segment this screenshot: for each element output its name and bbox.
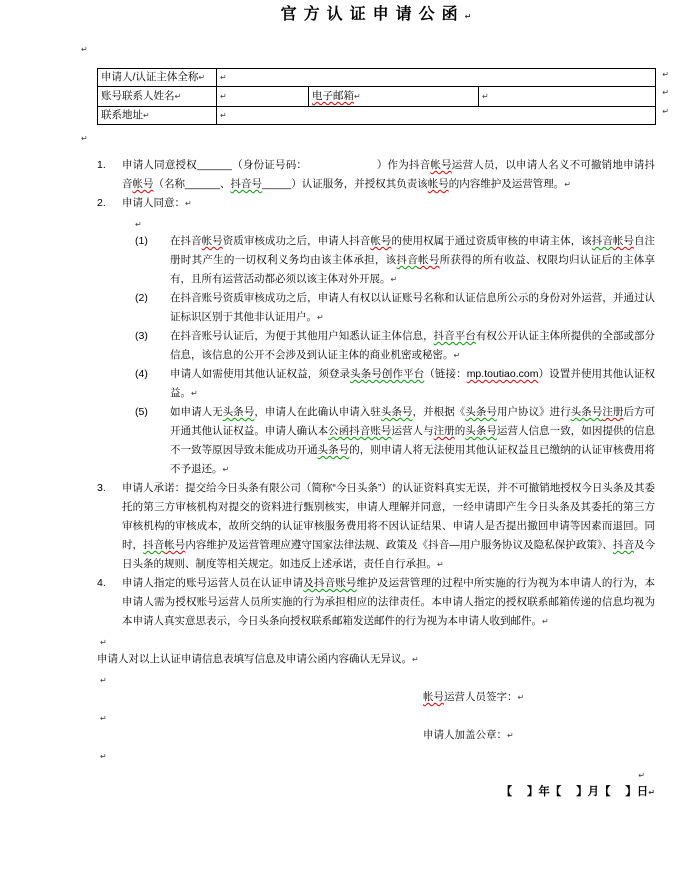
item-text — [122, 479, 655, 574]
spellcheck-flag-red: 注册 — [433, 425, 455, 437]
text-run: 在抖音账号认证后，为便于其他用户知悉认证主体信息， — [170, 330, 434, 342]
field-email[interactable] — [479, 87, 656, 107]
text-run: 所获得的所有收益、权限均归认证后的主体享有，且所有运营活动都必须以该主体对外开展。 — [170, 254, 656, 285]
term-item-3 — [97, 479, 655, 574]
text-run: 及今日头条的规则、制度等相关规定。如违反上述承诺，责任自行承担。 — [122, 539, 656, 570]
term-item-1 — [97, 156, 655, 194]
paragraph-mark: ↵ — [453, 351, 461, 360]
paragraph-mark: ↵ — [517, 693, 525, 702]
empty-paragraph — [135, 213, 655, 232]
text-run: （名称______、 — [153, 178, 231, 190]
text-run: ，申请人在此确认申请入驻 — [254, 406, 381, 418]
text-run: 【 】年【 】月【 】日 — [500, 786, 649, 798]
text-run: 运营人员签字： — [444, 691, 518, 703]
item-text — [170, 403, 655, 479]
text-run: 运营人信息一致，如因提供的信息不一致等原因导致未能成功开通 — [170, 425, 656, 456]
text-run: 运营人与 — [391, 425, 434, 437]
spellcheck-flag-red: 帐号 — [370, 235, 392, 247]
label-contact-name: 账号联系人姓名↵ — [98, 87, 217, 107]
term-item-3 — [135, 327, 655, 365]
spellcheck-flag-green: 头条号 — [465, 425, 497, 437]
paragraph-mark: ↵ — [185, 199, 192, 208]
item-text — [122, 194, 655, 213]
paragraph-mark: ↵ — [220, 73, 227, 82]
paragraph-mark: ↵ — [100, 752, 107, 761]
empty-paragraph — [81, 36, 655, 60]
item-text — [170, 289, 655, 327]
document-title — [97, 4, 655, 28]
empty-paragraph — [97, 707, 655, 726]
applicant-info-table — [97, 68, 656, 125]
text-run: 申请人同意授权______（身份证号码： ）作为抖音 — [122, 159, 431, 171]
item-number: 2. — [97, 197, 106, 209]
term-item-4 — [97, 574, 655, 631]
spellcheck-flag-red: 帐号 — [201, 235, 223, 247]
text-run: （链接： — [424, 368, 467, 380]
text-run: 在抖音 — [170, 235, 202, 247]
term-item-5 — [135, 403, 655, 479]
spellcheck-flag-green: 及抖音账号 — [303, 577, 357, 589]
text-run: 申请人加盖公章： — [423, 729, 507, 741]
paragraph-mark: ↵ — [81, 45, 88, 54]
item-number: 4. — [97, 577, 106, 589]
item-text — [122, 574, 655, 631]
item-number: 1. — [97, 159, 106, 171]
spellcheck-flag-green: 头条号创作平台 — [350, 368, 425, 380]
term-item-2 — [97, 194, 655, 213]
item-number: (5) — [135, 406, 148, 418]
spellcheck-flag-green: 头条号 — [465, 406, 497, 418]
spellcheck-flag-red: 帐号 — [612, 235, 634, 247]
spellcheck-flag-green: 头条号 — [222, 406, 255, 418]
spellcheck-flag-red: 帐号 — [418, 254, 440, 266]
paragraph-mark: ↵ — [390, 275, 398, 284]
text-run: 自注册时其产生的一切权利义务均由该主体承担，该 — [170, 235, 656, 266]
text-run: 资质审核成功之后，申请人抖音 — [222, 235, 371, 247]
label-applicant-fullname: 申请人/认证主体全称↵ — [98, 69, 217, 87]
paragraph-mark: ↵ — [507, 731, 514, 740]
paragraph-mark: ↵ — [317, 313, 324, 322]
empty-paragraph — [81, 125, 655, 149]
spellcheck-flag-red: 帐号 — [430, 159, 452, 171]
text-run: 申请人同意： — [122, 197, 185, 209]
table-row-address — [98, 107, 656, 125]
text-run: 申请人指定的账号运营人员在认证申请 — [122, 577, 304, 589]
spellcheck-flag-green: 抖音 — [143, 539, 165, 551]
spellcheck-flag-red: 帐号 — [423, 691, 444, 703]
row-end-mark: ↵ — [662, 107, 669, 116]
spellcheck-flag-green: 抖音平台 — [433, 330, 476, 342]
applicant-info-table-wrap — [97, 68, 669, 125]
paragraph-mark: ↵ — [100, 714, 107, 723]
item-text — [170, 327, 655, 365]
paragraph-mark: ↵ — [564, 180, 571, 189]
text-run: 有权公开认证主体所提供的全部或部分信息，该信息的公开不会涉及到认证主体的商业机密或秘密。 — [170, 330, 656, 361]
spellcheck-flag-red: mp.toutiao.com — [466, 368, 539, 380]
paragraph-mark: ↵ — [135, 220, 142, 229]
spellcheck-flag-red: 帐号 — [132, 178, 154, 190]
paragraph-mark: ↵ — [174, 92, 182, 101]
item-text — [170, 365, 655, 403]
spellcheck-flag-green: 头条号 — [570, 406, 603, 418]
paragraph-mark: ↵ — [222, 465, 230, 474]
text-run: 申请人对以上认证申请信息表填写信息及申请公函内容确认无异议。 — [97, 653, 412, 665]
terms-list — [97, 156, 655, 631]
paragraph-mark: ↵ — [81, 134, 88, 143]
item-number: (3) — [135, 330, 148, 342]
text-run: ，并根据《 — [412, 406, 466, 418]
paragraph-mark: ↵ — [648, 788, 655, 797]
spellcheck-flag-green: 抖音 — [591, 235, 613, 247]
paragraph-mark: ↵ — [198, 73, 206, 82]
paragraph-mark: ↵ — [437, 560, 444, 569]
term-item-1 — [135, 232, 655, 289]
spellcheck-flag-green: 头条号 — [317, 444, 350, 456]
table-row-contact — [98, 87, 656, 107]
item-text — [122, 156, 655, 194]
field-contact-address[interactable] — [217, 107, 656, 125]
applicant-seal-line[interactable] — [97, 726, 655, 745]
text-run: 的内容维护及运营管理。 — [448, 178, 565, 190]
table-row-applicant-name — [98, 69, 656, 87]
spellcheck-flag-red: 帐号 — [164, 539, 186, 551]
label-contact-address: 联系地址↵ — [98, 107, 217, 125]
term-item-4 — [135, 365, 655, 403]
spellcheck-flag-red: 注册 — [602, 406, 624, 418]
row-end-mark: ↵ — [662, 88, 669, 97]
paragraph-mark: ↵ — [542, 617, 549, 626]
item-number: (1) — [135, 235, 148, 247]
operator-signature-line[interactable] — [97, 688, 655, 707]
empty-paragraph — [97, 631, 655, 650]
paragraph-mark: ↵ — [143, 111, 150, 120]
document-title-text: 官方认证申请公函 — [280, 6, 465, 23]
text-run: 在抖音账号资质审核成功之后，申请人有权以认证账号名称和认证信息所公示的身份对外运营，并通过认证标识区别于其他非认证用户。 — [170, 292, 655, 323]
paragraph-mark: ↵ — [100, 638, 107, 647]
item-number: (2) — [135, 292, 148, 304]
text-run: 的，则申请人将无法使用其他认证权益且已缴纳的认证审核费用将不予退还。 — [170, 444, 656, 475]
empty-paragraph — [97, 745, 655, 764]
term-item-2 — [135, 289, 655, 327]
paragraph-mark: ↵ — [100, 676, 107, 685]
spellcheck-flag-green: 抖音 — [396, 254, 419, 266]
footer-area — [97, 631, 655, 802]
spellcheck-flag-green: 抖音 — [612, 539, 635, 551]
paragraph-mark: ↵ — [464, 12, 472, 21]
spellcheck-flag-green: 抖音号 — [230, 178, 263, 190]
text-run: 的使用权属于通过资质审核的申请主体，该 — [391, 235, 592, 247]
spellcheck-flag-red: 帐号 — [427, 178, 449, 190]
text-run: _____）认证服务，并授权其负责该 — [262, 178, 428, 190]
paragraph-mark: ↵ — [354, 92, 361, 101]
spellcheck-flag-green: 公函抖音账号 — [328, 425, 392, 437]
text-run: 申请人承诺：提交给今日头条有限公司（简称“今日头条”）的认证资料真实无误，并不可撤销地授权今日头条及其委托的第三方审核机构对提交的资料进行甄别核实，申请人理解并同意，一经申请即产生今日头条及其委托的第三方审核机构的审核成本，故所交纳的认证审核服务费用将不因认证结果、申请人是否提出撤回申请等因素而退回。同时， — [122, 482, 655, 551]
empty-paragraph — [97, 669, 655, 688]
paragraph-mark: ↵ — [220, 111, 227, 120]
empty-paragraph — [97, 764, 655, 783]
label-email: 电子邮箱↵ — [309, 87, 479, 107]
date-line — [97, 783, 655, 802]
text-run: 维护及运营管理的过程中所实施的行为视为本申请人的行为，本申请人需为授权账号运营人员所实施的行为承担相应的法律责任。本申请人指定的授权联系邮箱传递的信息均视为本申请人真实意思表示，今日头条向授权联系邮箱发送邮件的行为视为本申请人收到邮件。 — [122, 577, 656, 627]
paragraph-mark: ↵ — [482, 92, 489, 101]
spellcheck-flag-green: 头条号 — [380, 406, 413, 418]
confirmation-statement — [97, 650, 655, 669]
text-run: 后方可开通其他认证权益。申请人确认本 — [170, 406, 656, 437]
paragraph-mark: ↵ — [412, 655, 419, 664]
item-number: 3. — [97, 482, 106, 494]
field-applicant-fullname[interactable] — [217, 69, 656, 87]
item-number: (4) — [135, 368, 148, 380]
text-run: 运营人员，以申请人名义不可撤销地申请抖音 — [122, 159, 656, 190]
text-run: ）设置并使用其他认证权益。 — [170, 368, 656, 399]
paragraph-mark: ↵ — [191, 389, 198, 398]
text-run: 申请人如需使用其他认证权益，须登录 — [170, 368, 351, 380]
text-run: 用户协议》进行 — [496, 406, 571, 418]
item-text — [170, 232, 655, 289]
paragraph-mark: ↵ — [220, 92, 227, 101]
field-contact-name[interactable] — [217, 87, 309, 107]
paragraph-mark: ↵ — [638, 771, 645, 780]
text-run: 内容维护及运营管理应遵守国家法律法规、政策及《抖音—用户服务协议及隐私保护政策》、 — [185, 539, 613, 551]
text-run: 的 — [454, 425, 466, 437]
row-end-mark: ↵ — [662, 70, 669, 79]
text-run: 如申请人无 — [170, 406, 223, 418]
